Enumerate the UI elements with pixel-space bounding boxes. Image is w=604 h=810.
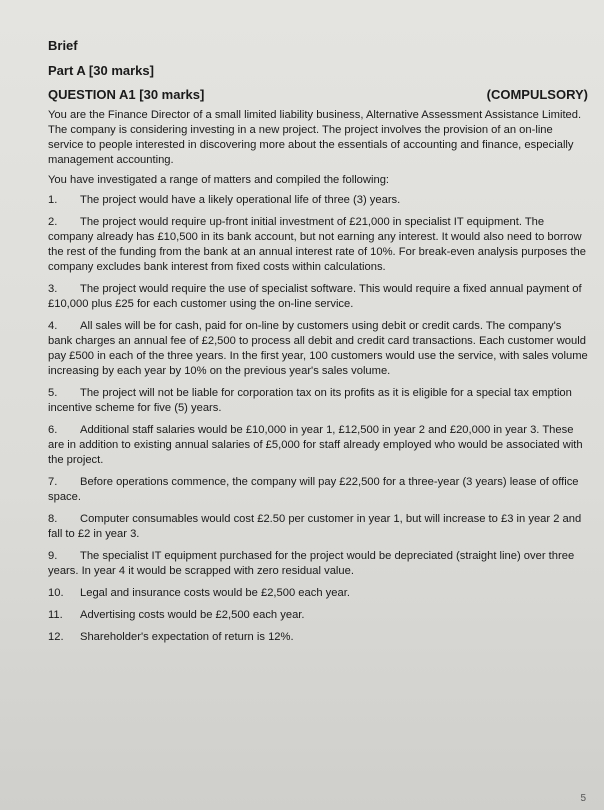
intro-paragraph: You are the Finance Director of a small limited liability business, Alternative Assessment Assistance Limited. The company is considering investing in a new project. The project involves the provision of an on-line service to people interested in discovering more about the essentials of accounting and finance, especially management accounting. bbox=[48, 109, 582, 166]
question-title: QUESTION A1 [30 marks] bbox=[48, 87, 205, 102]
page-number: 5 bbox=[580, 793, 586, 804]
item-text: The project would require the use of specialist software. This would require a fixed annual payment of £10,000 plus £25 for each customer using the on-line service. bbox=[48, 283, 582, 310]
item-text: Computer consumables would cost £2.50 per customer in year 1, but will increase to £3 in year 2 and fall to £2 in year 3. bbox=[48, 513, 582, 540]
item-text: Before operations commence, the company will pay £22,500 for a three-year (3 years) lease of office space. bbox=[48, 476, 579, 503]
compulsory-tag: (COMPULSORY) bbox=[486, 87, 588, 102]
list-item bbox=[48, 608, 588, 623]
list-item bbox=[48, 386, 588, 416]
list-item bbox=[48, 512, 588, 542]
item-text: Additional staff salaries would be £10,000 in year 1, £12,500 in year 2 and £20,000 in year 3. These are in addition to existing annual salaries of £5,000 for staff already employed who would be associated with the project. bbox=[48, 424, 583, 466]
list-item bbox=[48, 549, 588, 579]
lead-sentence: You have investigated a range of matters and compiled the following: bbox=[48, 174, 390, 186]
item-number: 10. bbox=[48, 587, 64, 599]
list-item bbox=[48, 630, 588, 645]
part-heading: Part A [30 marks] bbox=[48, 63, 154, 78]
item-number: 5. bbox=[48, 387, 58, 399]
item-number: 1. bbox=[48, 194, 58, 206]
item-text: Advertising costs would be £2,500 each year. bbox=[80, 609, 305, 621]
item-number: 11. bbox=[48, 609, 63, 621]
item-text: The project would have a likely operational life of three (3) years. bbox=[80, 194, 401, 206]
item-text: The project would require up-front initial investment of £21,000 in specialist IT equipment. The company already has £10,500 in its bank account, but not earning any interest. It would also need to borrow the rest of the funding from the bank at an annual interest rate of 10%. For break-even analysis purposes the company excludes bank interest from fixed costs within calculations. bbox=[48, 216, 586, 273]
list-item bbox=[48, 475, 588, 505]
document-content bbox=[48, 38, 588, 652]
item-number: 8. bbox=[48, 513, 58, 525]
item-number: 2. bbox=[48, 216, 58, 228]
list-item bbox=[48, 215, 588, 275]
item-number: 9. bbox=[48, 550, 58, 562]
item-number: 6. bbox=[48, 424, 58, 436]
item-text: Shareholder's expectation of return is 12%. bbox=[80, 631, 294, 643]
list-item bbox=[48, 319, 588, 379]
question-header bbox=[48, 87, 588, 102]
item-number: 4. bbox=[48, 320, 58, 332]
list-item bbox=[48, 586, 588, 601]
list-item bbox=[48, 423, 588, 468]
list-item bbox=[48, 282, 588, 312]
list-item bbox=[48, 193, 588, 208]
item-text: All sales will be for cash, paid for on-line by customers using debit or credit cards. The company's bank charges an annual fee of £2,500 to process all debit and credit card transactions. Each customer would pay £500 in each of the three years. In the first year, 100 customers would use the service, with sales volume increasing by each year by 10% on the previous year's sales volume. bbox=[48, 320, 588, 377]
item-text: The specialist IT equipment purchased for the project would be depreciated (straight line) over three years. In year 4 it would be scrapped with zero residual value. bbox=[48, 550, 575, 577]
brief-heading: Brief bbox=[48, 38, 78, 53]
item-number: 12. bbox=[48, 631, 64, 643]
item-text: The project will not be liable for corporation tax on its profits as it is eligible for a special tax emption incentive scheme for five (5) years. bbox=[48, 387, 572, 414]
item-number: 7. bbox=[48, 476, 58, 488]
item-number: 3. bbox=[48, 283, 58, 295]
item-text: Legal and insurance costs would be £2,500 each year. bbox=[80, 587, 350, 599]
